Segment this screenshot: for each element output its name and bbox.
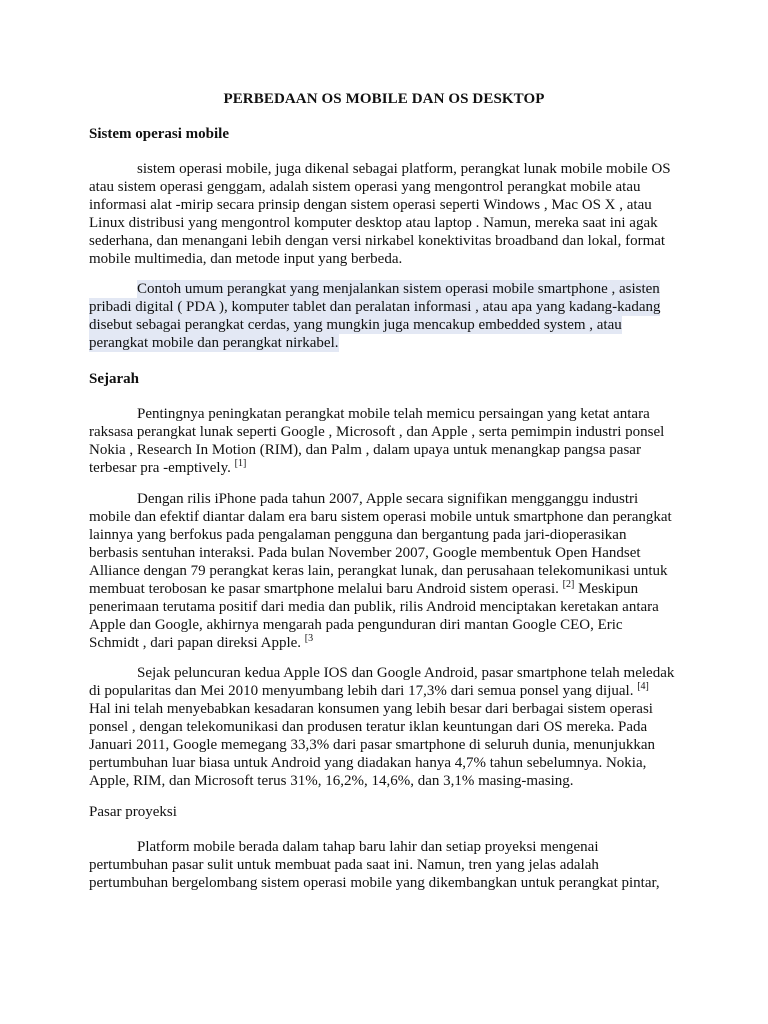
text-line: Pentingnya peningkatan perangkat mobile telah memicu persaingan yang ketat antara xyxy=(137,406,650,422)
text-segment: membuat terobosan ke pasar smartphone melalui baru Android sistem operasi. xyxy=(89,581,559,597)
text-line: sistem operasi mobile, juga dikenal sebagai platform, perangkat lunak mobile mobile OS xyxy=(137,161,671,177)
text-line: penerimaan terutama positif dari media dan publik, rilis Android menciptakan keretakan antara xyxy=(89,599,659,615)
text-line: Platform mobile berada dalam tahap baru lahir dan setiap proyeksi mengenai xyxy=(137,839,599,855)
text-line: Januari 2011, Google memegang 33,3% dari pasar smartphone di seluruh dunia, menunjukkan xyxy=(89,737,655,753)
paragraph-mobile-definition xyxy=(89,160,671,268)
highlighted-text-line: pribadi digital ( PDA ), komputer tablet dan peralatan informasi , atau apa yang kadang-kadang xyxy=(89,299,661,315)
text-line: sederhana, dan menangani lebih dengan versi nirkabel konektivitas broadband dan lokal, format xyxy=(89,233,666,249)
text-line: pertumbuhan pasar sulit untuk membuat pada saat ini. Namun, tren yang jelas adalah xyxy=(89,857,599,873)
paragraph-history-iphone-android xyxy=(89,490,672,652)
text-line: ponsel , dengan telekomunikasi dan produsen teratur iklan keuntungan dari OS mereka. Pada xyxy=(89,719,648,735)
highlighted-text-line: disebut sebagai perangkat cerdas, yang mungkin juga mencakup embedded system , atau xyxy=(89,317,622,333)
paragraph-mobile-examples-highlighted xyxy=(89,280,660,352)
footnote-ref-4[interactable]: [4] xyxy=(637,681,649,692)
text-line: Dengan rilis iPhone pada tahun 2007, Apple secara signifikan mengganggu industri xyxy=(137,491,639,507)
highlighted-text-line: Contoh umum perangkat yang menjalankan sistem operasi mobile smartphone , asisten xyxy=(137,281,660,297)
text-line: Sejak peluncuran kedua Apple IOS dan Google Android, pasar smartphone telah meledak xyxy=(137,665,675,681)
text-segment: Schmidt , dari papan direksi Apple. xyxy=(89,635,302,651)
text-line: pertumbuhan bergelombang sistem operasi mobile yang dikembangkan untuk perangkat pintar, xyxy=(89,875,660,891)
text-line: mobile dan efektif diantar dalam era baru sistem operasi mobile untuk smartphone dan perangkat xyxy=(89,509,672,525)
text-line xyxy=(89,459,664,477)
paragraph-history-market-share xyxy=(89,664,674,790)
text-line: Nokia , Research In Motion (RIM), dan Palm , dalam upaya untuk menangkap pangsa pasar xyxy=(89,442,641,458)
text-line: pertumbuhan luar biasa untuk Android yang diadakan hanya 4,7% tahun sebelumnya. Nokia, xyxy=(89,755,647,771)
footnote-ref-1[interactable]: [1] xyxy=(234,458,247,469)
text-line: informasi alat -mirip secara prinsip dengan sistem operasi seperti Windows , Mac OS X , atau xyxy=(89,197,652,213)
text-line: berbasis sentuhan interaksi. Pada bulan November 2007, Google membentuk Open Handset xyxy=(89,545,641,561)
text-line: Linux distribusi yang mengontrol komputer desktop atau laptop . Namun, mereka saat ini agak xyxy=(89,215,658,231)
text-line xyxy=(89,634,672,652)
paragraph-history-competition xyxy=(89,405,664,477)
text-line: lainnya yang berfokus pada pengalaman pengguna dan bergantung pada jari-dioperasikan xyxy=(89,527,627,543)
paragraph-market-projection xyxy=(89,838,660,892)
footnote-ref-3[interactable]: [3 xyxy=(304,633,314,644)
section-heading-mobile-os: Sistem operasi mobile xyxy=(89,126,229,142)
text-line xyxy=(89,580,672,598)
text-line xyxy=(89,682,674,700)
text-segment: di popularitas dan Mei 2010 menyumbang lebih dari 17,3% dari semua ponsel yang dijual. xyxy=(89,683,634,699)
text-line: raksasa perangkat lunak seperti Google , Microsoft , dan Apple , serta pemimpin industri ponsel xyxy=(89,424,665,440)
text-line: Alliance dengan 79 perangkat keras lain, perangkat lunak, dan perusahaan telekomunikasi untuk xyxy=(89,563,668,579)
text-line: Apple dan Google, akhirnya mengarah pada pengunduran diri mantan Google CEO, Eric xyxy=(89,617,623,633)
footnote-ref-2[interactable]: [2] xyxy=(562,579,575,590)
section-heading-history: Sejarah xyxy=(89,371,139,387)
page-title: PERBEDAAN OS MOBILE DAN OS DESKTOP xyxy=(223,91,545,107)
text-line: mobile multimedia, dan metode input yang berbeda. xyxy=(89,251,403,267)
text-segment: Meskipun xyxy=(578,581,639,597)
text-line: Hal ini telah menyebabkan kesadaran konsumen yang lebih besar dari berbagai sistem operasi xyxy=(89,701,653,717)
text-line: atau sistem operasi genggam, adalah sistem operasi yang mengontrol perangkat mobile atau xyxy=(89,179,641,195)
highlighted-text-line: perangkat mobile dan perangkat nirkabel. xyxy=(89,335,339,351)
text-segment: terbesar pra -emptively. xyxy=(89,460,231,476)
section-heading-market-projection: Pasar proyeksi xyxy=(89,804,177,820)
text-line: Apple, RIM, dan Microsoft terus 31%, 16,2%, 14,6%, dan 3,1% masing-masing. xyxy=(89,773,574,789)
